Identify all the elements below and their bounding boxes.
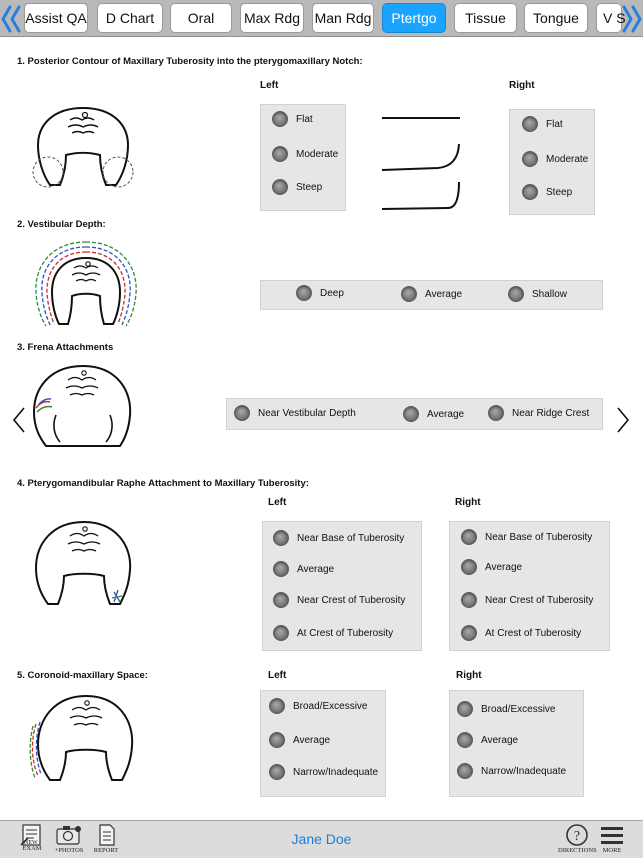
- radio-icon[interactable]: [461, 625, 477, 641]
- radio-icon[interactable]: [273, 561, 289, 577]
- s3-near-ridge-crest-option[interactable]: Near Ridge Crest: [488, 405, 589, 421]
- s5-left-narrow-option[interactable]: Narrow/Inadequate: [269, 764, 378, 780]
- radio-icon[interactable]: [522, 184, 538, 200]
- photos-button[interactable]: +PHOTOS: [54, 823, 84, 854]
- s3-near-vestibular-depth-option[interactable]: Near Vestibular Depth: [234, 405, 356, 421]
- section-1-left-label: Left: [260, 80, 279, 91]
- section-5-right-label: Right: [456, 670, 482, 681]
- menu-icon: [598, 823, 626, 847]
- more-button[interactable]: MORE: [598, 823, 626, 854]
- s5-right-average-option[interactable]: Average: [457, 732, 518, 748]
- section-3-title: 3. Frena Attachments: [17, 342, 114, 353]
- radio-icon[interactable]: [273, 530, 289, 546]
- pterygomandibular-raphe-diagram: [32, 518, 136, 608]
- s4-right-near-base-option[interactable]: Near Base of Tuberosity: [461, 529, 592, 545]
- s4-right-average-option[interactable]: Average: [461, 559, 522, 575]
- s2-deep-option[interactable]: Deep: [296, 285, 344, 301]
- radio-icon[interactable]: [273, 625, 289, 641]
- radio-icon[interactable]: [269, 732, 285, 748]
- s5-right-broad-option[interactable]: Broad/Excessive: [457, 701, 555, 717]
- double-chevron-left-icon[interactable]: [0, 4, 22, 34]
- radio-icon[interactable]: [461, 592, 477, 608]
- radio-icon[interactable]: [457, 763, 473, 779]
- radio-icon[interactable]: [457, 732, 473, 748]
- section-1-title: 1. Posterior Contour of Maxillary Tuberosity into the pterygomaxillary Notch:: [17, 56, 363, 67]
- section-5-title: 5. Coronoid-maxillary Space:: [17, 670, 148, 681]
- svg-text:?: ?: [574, 829, 581, 844]
- coronoid-maxillary-space-diagram: [30, 690, 136, 786]
- radio-icon[interactable]: [296, 285, 312, 301]
- s1-left-flat-option[interactable]: Flat: [272, 111, 313, 127]
- radio-icon[interactable]: [461, 529, 477, 545]
- section-4-right-label: Right: [455, 497, 481, 508]
- section-4-left-label: Left: [268, 497, 287, 508]
- radio-icon[interactable]: [272, 146, 288, 162]
- s2-average-option[interactable]: Average: [401, 286, 462, 302]
- section-2-title: 2. Vestibular Depth:: [17, 219, 106, 230]
- tab-oral[interactable]: Oral: [170, 3, 232, 33]
- section-4-title: 4. Pterygomandibular Raphe Attachment to Maxillary Tuberosity:: [17, 478, 309, 489]
- radio-icon[interactable]: [234, 405, 250, 421]
- tab-assist-qa[interactable]: Assist QA: [24, 3, 88, 33]
- tab-vs[interactable]: V S: [596, 3, 622, 33]
- s1-left-moderate-option[interactable]: Moderate: [272, 146, 338, 162]
- radio-icon[interactable]: [457, 701, 473, 717]
- radio-icon[interactable]: [272, 111, 288, 127]
- s1-left-steep-option[interactable]: Steep: [272, 179, 322, 195]
- radio-icon[interactable]: [401, 286, 417, 302]
- s4-left-near-crest-option[interactable]: Near Crest of Tuberosity: [273, 592, 405, 608]
- s1-right-flat-option[interactable]: Flat: [522, 116, 563, 132]
- tab-d-chart[interactable]: D Chart: [97, 3, 163, 33]
- radio-icon[interactable]: [522, 116, 538, 132]
- s2-shallow-option[interactable]: Shallow: [508, 286, 567, 302]
- tab-bar: [0, 0, 643, 37]
- question-circle-icon: [563, 823, 591, 847]
- section-1-right-label: Right: [509, 80, 535, 91]
- s4-left-near-base-option[interactable]: Near Base of Tuberosity: [273, 530, 404, 546]
- s4-left-at-crest-option[interactable]: At Crest of Tuberosity: [273, 625, 393, 641]
- chevron-right-icon[interactable]: [616, 406, 630, 434]
- radio-icon[interactable]: [522, 151, 538, 167]
- s4-right-near-crest-option[interactable]: Near Crest of Tuberosity: [461, 592, 593, 608]
- report-button[interactable]: REPORT: [92, 823, 120, 854]
- tab-man-rdg[interactable]: Man Rdg: [312, 3, 374, 33]
- radio-icon[interactable]: [269, 698, 285, 714]
- section-5-left-label: Left: [268, 670, 287, 681]
- s1-right-steep-option[interactable]: Steep: [522, 184, 572, 200]
- patient-name: Jane Doe: [291, 831, 352, 847]
- radio-icon[interactable]: [508, 286, 524, 302]
- directions-button[interactable]: ? DIRECTIONS: [558, 823, 597, 854]
- radio-icon[interactable]: [488, 405, 504, 421]
- frena-attachments-diagram: [30, 360, 136, 452]
- chevron-left-icon[interactable]: [12, 406, 26, 434]
- new-exam-button[interactable]: NEW EXAM: [18, 823, 46, 852]
- s5-left-average-option[interactable]: Average: [269, 732, 330, 748]
- radio-icon[interactable]: [273, 592, 289, 608]
- bottom-toolbar: [0, 820, 643, 858]
- maxillary-tuberosity-diagram: [28, 100, 138, 195]
- tab-max-rdg[interactable]: Max Rdg: [240, 3, 304, 33]
- vestibular-depth-diagram: [30, 238, 142, 330]
- radio-icon[interactable]: [269, 764, 285, 780]
- s5-left-broad-option[interactable]: Broad/Excessive: [269, 698, 367, 714]
- tab-tissue[interactable]: Tissue: [454, 3, 517, 33]
- s4-left-average-option[interactable]: Average: [273, 561, 334, 577]
- radio-icon[interactable]: [272, 179, 288, 195]
- s1-right-moderate-option[interactable]: Moderate: [522, 151, 588, 167]
- s4-right-at-crest-option[interactable]: At Crest of Tuberosity: [461, 625, 581, 641]
- s5-right-narrow-option[interactable]: Narrow/Inadequate: [457, 763, 566, 779]
- tab-ptertgo[interactable]: Ptertgo: [382, 3, 446, 33]
- s3-average-option[interactable]: Average: [403, 406, 464, 422]
- double-chevron-right-icon[interactable]: [621, 4, 643, 34]
- contour-shape-illustrations: [378, 112, 464, 214]
- tab-tongue[interactable]: Tongue: [524, 3, 588, 33]
- radio-icon[interactable]: [461, 559, 477, 575]
- radio-icon[interactable]: [403, 406, 419, 422]
